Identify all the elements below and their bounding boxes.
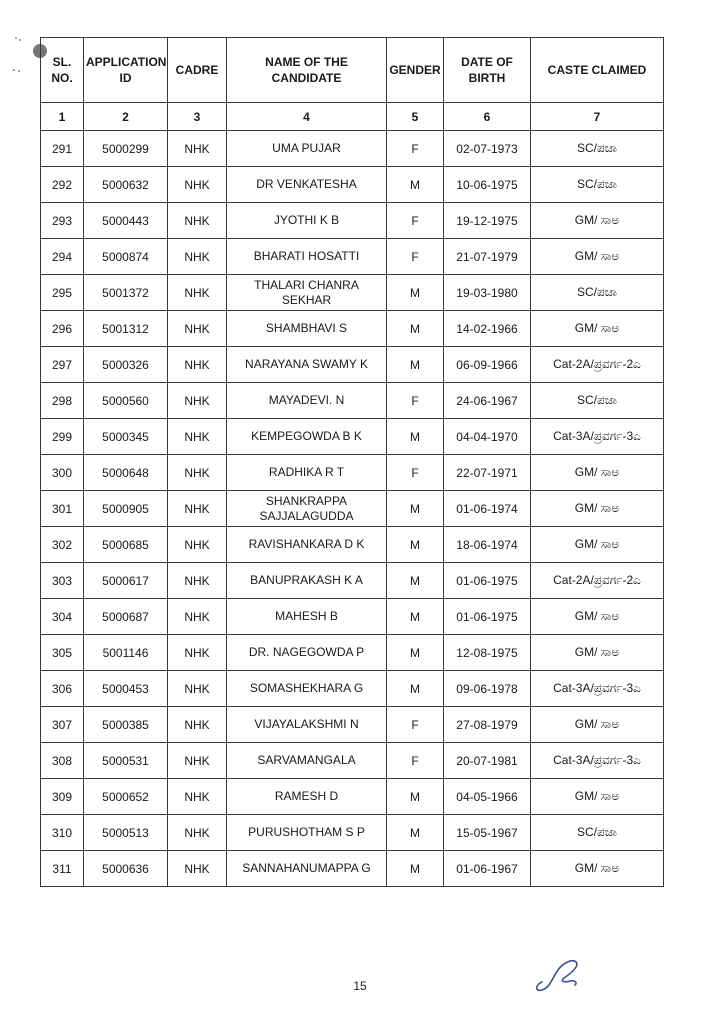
date-of-birth-cell: 20-07-1981 bbox=[444, 743, 531, 779]
sl-no-cell: 293 bbox=[41, 203, 84, 239]
sl-no-cell: 308 bbox=[41, 743, 84, 779]
candidate-name-cell: SOMASHEKHARA G bbox=[227, 671, 387, 707]
cadre-cell: NHK bbox=[168, 347, 227, 383]
sl-no-cell: 304 bbox=[41, 599, 84, 635]
date-of-birth-cell: 27-08-1979 bbox=[444, 707, 531, 743]
sl-no-cell: 292 bbox=[41, 167, 84, 203]
cadre-cell: NHK bbox=[168, 671, 227, 707]
column-number: 2 bbox=[84, 103, 168, 131]
caste-claimed-cell: SC/ಪಜಾ bbox=[531, 275, 664, 311]
cadre-cell: NHK bbox=[168, 383, 227, 419]
sl-no-cell: 307 bbox=[41, 707, 84, 743]
column-number: 3 bbox=[168, 103, 227, 131]
gender-cell: M bbox=[387, 491, 444, 527]
table-row bbox=[41, 275, 664, 311]
caste-claimed-cell: Cat-2A/ಪ್ರವರ್ಗ-2ಎ bbox=[531, 347, 664, 383]
candidate-name-cell: MAHESH B bbox=[227, 599, 387, 635]
cadre-cell: NHK bbox=[168, 239, 227, 275]
cadre-cell: NHK bbox=[168, 527, 227, 563]
table-row bbox=[41, 203, 664, 239]
date-of-birth-cell: 09-06-1978 bbox=[444, 671, 531, 707]
candidate-name-cell: THALARI CHANRA SEKHAR bbox=[227, 275, 387, 311]
sl-no-cell: 311 bbox=[41, 851, 84, 887]
date-of-birth-cell: 12-08-1975 bbox=[444, 635, 531, 671]
date-of-birth-cell: 14-02-1966 bbox=[444, 311, 531, 347]
header-caste-claimed: CASTE CLAIMED bbox=[531, 38, 664, 103]
gender-cell: M bbox=[387, 779, 444, 815]
application-id-cell: 5000905 bbox=[84, 491, 168, 527]
gender-cell: F bbox=[387, 131, 444, 167]
date-of-birth-cell: 18-06-1974 bbox=[444, 527, 531, 563]
table-row bbox=[41, 383, 664, 419]
application-id-cell: 5000648 bbox=[84, 455, 168, 491]
date-of-birth-cell: 01-06-1975 bbox=[444, 599, 531, 635]
caste-claimed-cell: GM/ ಸಾಅ bbox=[531, 707, 664, 743]
application-id-cell: 5000513 bbox=[84, 815, 168, 851]
caste-claimed-cell: Cat-3A/ಪ್ರವರ್ಗ-3ಎ bbox=[531, 743, 664, 779]
table-row bbox=[41, 455, 664, 491]
header-application-id: APPLICATION ID bbox=[84, 38, 168, 103]
application-id-cell: 5000652 bbox=[84, 779, 168, 815]
candidate-name-cell: VIJAYALAKSHMI N bbox=[227, 707, 387, 743]
caste-claimed-cell: GM/ ಸಾಅ bbox=[531, 527, 664, 563]
gender-cell: M bbox=[387, 275, 444, 311]
date-of-birth-cell: 06-09-1966 bbox=[444, 347, 531, 383]
application-id-cell: 5000687 bbox=[84, 599, 168, 635]
application-id-cell: 5000685 bbox=[84, 527, 168, 563]
application-id-cell: 5000632 bbox=[84, 167, 168, 203]
application-id-cell: 5001146 bbox=[84, 635, 168, 671]
header-cadre: CADRE bbox=[168, 38, 227, 103]
cadre-cell: NHK bbox=[168, 815, 227, 851]
cadre-cell: NHK bbox=[168, 779, 227, 815]
table-row bbox=[41, 347, 664, 383]
candidate-name-cell: BHARATI HOSATTI bbox=[227, 239, 387, 275]
cadre-cell: NHK bbox=[168, 203, 227, 239]
caste-claimed-cell: Cat-2A/ಪ್ರವರ್ಗ-2ಎ bbox=[531, 563, 664, 599]
candidate-name-cell: DR VENKATESHA bbox=[227, 167, 387, 203]
application-id-cell: 5000636 bbox=[84, 851, 168, 887]
cadre-cell: NHK bbox=[168, 563, 227, 599]
page-number: 15 bbox=[353, 979, 367, 993]
candidate-name-cell: JYOTHI K B bbox=[227, 203, 387, 239]
cadre-cell: NHK bbox=[168, 707, 227, 743]
caste-claimed-cell: SC/ಪಜಾ bbox=[531, 167, 664, 203]
application-id-cell: 5000345 bbox=[84, 419, 168, 455]
gender-cell: F bbox=[387, 707, 444, 743]
header-row bbox=[41, 38, 664, 103]
sl-no-cell: 296 bbox=[41, 311, 84, 347]
table-row bbox=[41, 599, 664, 635]
gender-cell: M bbox=[387, 815, 444, 851]
cadre-cell: NHK bbox=[168, 419, 227, 455]
candidate-name-cell: SANNAHANUMAPPA G bbox=[227, 851, 387, 887]
sl-no-cell: 309 bbox=[41, 779, 84, 815]
candidate-name-cell: RADHIKA R T bbox=[227, 455, 387, 491]
caste-claimed-cell: GM/ ಸಾಅ bbox=[531, 491, 664, 527]
date-of-birth-cell: 15-05-1967 bbox=[444, 815, 531, 851]
caste-claimed-cell: GM/ ಸಾಅ bbox=[531, 239, 664, 275]
date-of-birth-cell: 24-06-1967 bbox=[444, 383, 531, 419]
cadre-cell: NHK bbox=[168, 275, 227, 311]
application-id-cell: 5000385 bbox=[84, 707, 168, 743]
column-number: 5 bbox=[387, 103, 444, 131]
sl-no-cell: 306 bbox=[41, 671, 84, 707]
date-of-birth-cell: 04-05-1966 bbox=[444, 779, 531, 815]
candidate-name-cell: SHANKRAPPA SAJJALAGUDDA bbox=[227, 491, 387, 527]
sl-no-cell: 310 bbox=[41, 815, 84, 851]
sl-no-cell: 302 bbox=[41, 527, 84, 563]
table-row bbox=[41, 311, 664, 347]
cadre-cell: NHK bbox=[168, 851, 227, 887]
cadre-cell: NHK bbox=[168, 167, 227, 203]
gender-cell: F bbox=[387, 203, 444, 239]
candidate-name-cell: UMA PUJAR bbox=[227, 131, 387, 167]
date-of-birth-cell: 04-04-1970 bbox=[444, 419, 531, 455]
application-id-cell: 5000326 bbox=[84, 347, 168, 383]
sl-no-cell: 298 bbox=[41, 383, 84, 419]
caste-claimed-cell: GM/ ಸಾಅ bbox=[531, 311, 664, 347]
table-row bbox=[41, 851, 664, 887]
sl-no-cell: 300 bbox=[41, 455, 84, 491]
column-number-row bbox=[41, 103, 664, 131]
application-id-cell: 5000443 bbox=[84, 203, 168, 239]
table-row bbox=[41, 527, 664, 563]
candidate-name-cell: BANUPRAKASH K A bbox=[227, 563, 387, 599]
candidate-name-cell: NARAYANA SWAMY K bbox=[227, 347, 387, 383]
table-row bbox=[41, 491, 664, 527]
gender-cell: M bbox=[387, 599, 444, 635]
candidate-name-cell: RAVISHANKARA D K bbox=[227, 527, 387, 563]
application-id-cell: 5000617 bbox=[84, 563, 168, 599]
caste-claimed-cell: GM/ ಸಾಅ bbox=[531, 599, 664, 635]
candidate-name-cell: DR. NAGEGOWDA P bbox=[227, 635, 387, 671]
table-row bbox=[41, 419, 664, 455]
table-row bbox=[41, 671, 664, 707]
candidate-name-cell: PURUSHOTHAM S P bbox=[227, 815, 387, 851]
candidate-name-cell: SHAMBHAVI S bbox=[227, 311, 387, 347]
gender-cell: F bbox=[387, 743, 444, 779]
sl-no-cell: 291 bbox=[41, 131, 84, 167]
table-row bbox=[41, 563, 664, 599]
application-id-cell: 5000560 bbox=[84, 383, 168, 419]
date-of-birth-cell: 01-06-1974 bbox=[444, 491, 531, 527]
header-gender: GENDER bbox=[387, 38, 444, 103]
date-of-birth-cell: 19-03-1980 bbox=[444, 275, 531, 311]
gender-cell: F bbox=[387, 383, 444, 419]
candidate-name-cell: RAMESH D bbox=[227, 779, 387, 815]
header-candidate-name: NAME OF THE CANDIDATE bbox=[227, 38, 387, 103]
application-id-cell: 5000531 bbox=[84, 743, 168, 779]
date-of-birth-cell: 22-07-1971 bbox=[444, 455, 531, 491]
sl-no-cell: 297 bbox=[41, 347, 84, 383]
date-of-birth-cell: 21-07-1979 bbox=[444, 239, 531, 275]
table-row bbox=[41, 743, 664, 779]
date-of-birth-cell: 02-07-1973 bbox=[444, 131, 531, 167]
table-row bbox=[41, 131, 664, 167]
gender-cell: F bbox=[387, 239, 444, 275]
gender-cell: M bbox=[387, 671, 444, 707]
gender-cell: M bbox=[387, 419, 444, 455]
column-number: 4 bbox=[227, 103, 387, 131]
table-row bbox=[41, 707, 664, 743]
cadre-cell: NHK bbox=[168, 131, 227, 167]
caste-claimed-cell: Cat-3A/ಪ್ರವರ್ಗ-3ಎ bbox=[531, 671, 664, 707]
caste-claimed-cell: SC/ಪಜಾ bbox=[531, 131, 664, 167]
column-number: 6 bbox=[444, 103, 531, 131]
sl-no-cell: 303 bbox=[41, 563, 84, 599]
candidate-name-cell: SARVAMANGALA bbox=[227, 743, 387, 779]
cadre-cell: NHK bbox=[168, 599, 227, 635]
sl-no-cell: 295 bbox=[41, 275, 84, 311]
cadre-cell: NHK bbox=[168, 635, 227, 671]
cadre-cell: NHK bbox=[168, 743, 227, 779]
application-id-cell: 5001372 bbox=[84, 275, 168, 311]
gender-cell: M bbox=[387, 527, 444, 563]
date-of-birth-cell: 01-06-1967 bbox=[444, 851, 531, 887]
gender-cell: M bbox=[387, 347, 444, 383]
caste-claimed-cell: GM/ ಸಾಅ bbox=[531, 779, 664, 815]
column-number: 1 bbox=[41, 103, 84, 131]
column-number: 7 bbox=[531, 103, 664, 131]
application-id-cell: 5001312 bbox=[84, 311, 168, 347]
cadre-cell: NHK bbox=[168, 311, 227, 347]
table-row bbox=[41, 779, 664, 815]
date-of-birth-cell: 01-06-1975 bbox=[444, 563, 531, 599]
table-row bbox=[41, 239, 664, 275]
candidate-name-cell: KEMPEGOWDA B K bbox=[227, 419, 387, 455]
application-id-cell: 5000874 bbox=[84, 239, 168, 275]
sl-no-cell: 294 bbox=[41, 239, 84, 275]
application-id-cell: 5000453 bbox=[84, 671, 168, 707]
header-sl-no: SL. NO. bbox=[41, 38, 84, 103]
gender-cell: M bbox=[387, 167, 444, 203]
sl-no-cell: 305 bbox=[41, 635, 84, 671]
caste-claimed-cell: SC/ಪಜಾ bbox=[531, 383, 664, 419]
header-date-of-birth: DATE OF BIRTH bbox=[444, 38, 531, 103]
date-of-birth-cell: 19-12-1975 bbox=[444, 203, 531, 239]
table-row bbox=[41, 635, 664, 671]
scan-marks bbox=[12, 36, 34, 86]
sl-no-cell: 301 bbox=[41, 491, 84, 527]
gender-cell: M bbox=[387, 851, 444, 887]
caste-claimed-cell: GM/ ಸಾಅ bbox=[531, 851, 664, 887]
candidate-table bbox=[40, 37, 664, 887]
table-row bbox=[41, 167, 664, 203]
cadre-cell: NHK bbox=[168, 455, 227, 491]
caste-claimed-cell: GM/ ಸಾಅ bbox=[531, 203, 664, 239]
gender-cell: F bbox=[387, 455, 444, 491]
caste-claimed-cell: Cat-3A/ಪ್ರವರ್ಗ-3ಎ bbox=[531, 419, 664, 455]
caste-claimed-cell: GM/ ಸಾಅ bbox=[531, 455, 664, 491]
gender-cell: M bbox=[387, 563, 444, 599]
gender-cell: M bbox=[387, 311, 444, 347]
gender-cell: M bbox=[387, 635, 444, 671]
caste-claimed-cell: GM/ ಸಾಅ bbox=[531, 635, 664, 671]
candidate-name-cell: MAYADEVI. N bbox=[227, 383, 387, 419]
sl-no-cell: 299 bbox=[41, 419, 84, 455]
date-of-birth-cell: 10-06-1975 bbox=[444, 167, 531, 203]
application-id-cell: 5000299 bbox=[84, 131, 168, 167]
caste-claimed-cell: SC/ಪಜಾ bbox=[531, 815, 664, 851]
table-row bbox=[41, 815, 664, 851]
cadre-cell: NHK bbox=[168, 491, 227, 527]
